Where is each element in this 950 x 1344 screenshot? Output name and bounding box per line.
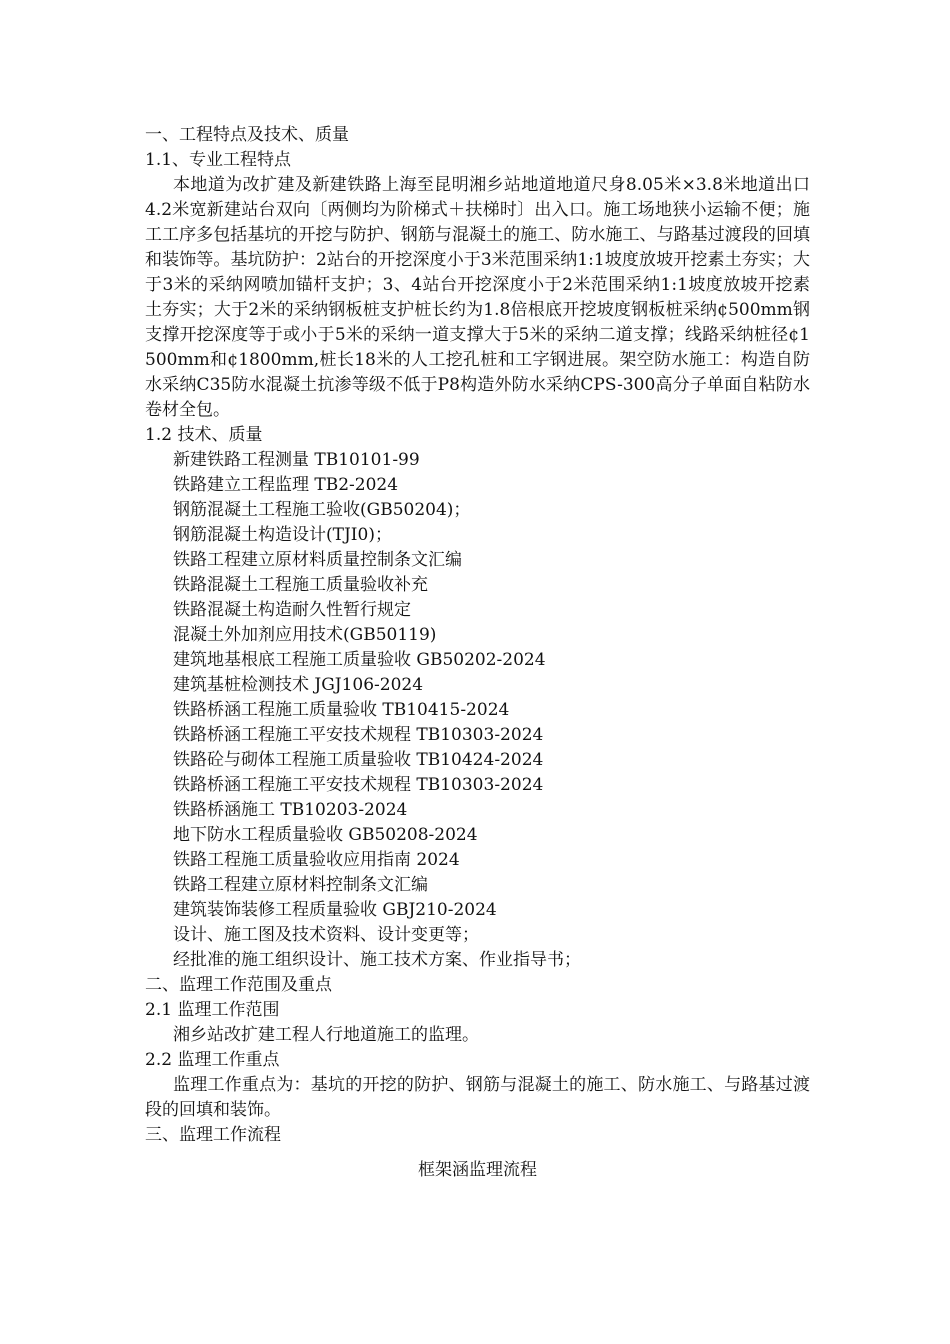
standard-item: 经批准的施工组织设计、施工技术方案、作业指导书；	[173, 950, 581, 970]
section-heading-3: 三、监理工作流程	[145, 1125, 281, 1145]
standard-item: 铁路混凝土构造耐久性暂行规定	[173, 600, 411, 620]
standard-item: 混凝土外加剂应用技术(GB50119)	[173, 625, 437, 645]
standard-item: 铁路混凝土工程施工质量验收补充	[173, 575, 428, 595]
standard-item: 铁路工程建立原材料控制条文汇编	[173, 875, 428, 895]
standard-item: 铁路桥涵工程施工质量验收 TB10415-2024	[173, 700, 510, 720]
standards-list	[145, 448, 810, 973]
standard-item: 钢筋混凝土构造设计(TJI0)；	[173, 525, 392, 545]
standard-item: 建筑装饰装修工程质量验收 GBJ210-2024	[173, 900, 497, 920]
standard-item: 新建铁路工程测量 TB10101-99	[173, 450, 420, 470]
subsection-heading-1-2: 1.2 技术、质量	[145, 425, 263, 445]
section-heading-1: 一、工程特点及技术、质量	[145, 125, 349, 145]
standard-item: 设计、施工图及技术资料、设计变更等；	[173, 925, 479, 945]
standard-item: 铁路桥涵工程施工平安技术规程 TB10303-2024	[173, 775, 544, 795]
standard-item: 铁路桥涵工程施工平安技术规程 TB10303-2024	[173, 725, 544, 745]
supervision-scope-text: 湘乡站改扩建工程人行地道施工的监理。	[173, 1025, 479, 1045]
standard-item: 建筑地基根底工程施工质量验收 GB50202-2024	[173, 650, 546, 670]
project-features-paragraph: 本地道为改扩建及新建铁路上海至昆明湘乡站地道地道尺身8.05米×3.8米地道出口4.2米宽新建站台双向〔两侧均为阶梯式＋扶梯时〕出入口。施工场地狭小运输不便；施工工序多包括基坑的开挖与防护、钢筋与混凝土的施工、防水施工、与路基过渡段的回填和装饰等。基坑防护：2站台的开挖深度小于3米范围采纳1:1坡度放坡开挖素土夯实；大于3米的采纳网喷加锚杆支护；3、4站台开挖深度小于2米范围采纳1:1坡度放坡开挖素土夯实；大于2米的采纳钢板桩支护桩长约为1.8倍根底开挖坡度钢板桩采纳¢500mm钢支撑开挖深度等于或小于5米的采纳一道支撑大于5米的采纳二道支撑；线路采纳桩径¢1500mm和¢1800mm,桩长18米的人工挖孔桩和工字钢进展。架空防水施工：构造自防水采纳C35防水混凝土抗渗等级不低于P8构造外防水采纳CPS-300高分子单面自粘防水卷材全包。	[145, 175, 810, 420]
supervision-focus-paragraph: 监理工作重点为：基坑的开挖的防护、钢筋与混凝土的施工、防水施工、与路基过渡段的回填和装饰。	[145, 1075, 810, 1120]
subsection-heading-2-1: 2.1 监理工作范围	[145, 1000, 280, 1020]
standard-item: 铁路建立工程监理 TB2-2024	[173, 475, 399, 495]
document-page	[145, 123, 810, 1183]
subsection-heading-1-1: 1.1、专业工程特点	[145, 150, 292, 170]
section-heading-2: 二、监理工作范围及重点	[145, 975, 332, 995]
standard-item: 铁路工程施工质量验收应用指南 2024	[173, 850, 460, 870]
standard-item: 铁路砼与砌体工程施工质量验收 TB10424-2024	[173, 750, 544, 770]
figure-title: 框架涵监理流程	[418, 1160, 537, 1180]
standard-item: 建筑基桩检测技术 JGJ106-2024	[173, 675, 424, 695]
standard-item: 钢筋混凝土工程施工验收(GB50204)；	[173, 500, 471, 520]
standard-item: 地下防水工程质量验收 GB50208-2024	[173, 825, 478, 845]
standard-item: 铁路工程建立原材料质量控制条文汇编	[173, 550, 462, 570]
standard-item: 铁路桥涵施工 TB10203-2024	[173, 800, 408, 820]
subsection-heading-2-2: 2.2 监理工作重点	[145, 1050, 280, 1070]
